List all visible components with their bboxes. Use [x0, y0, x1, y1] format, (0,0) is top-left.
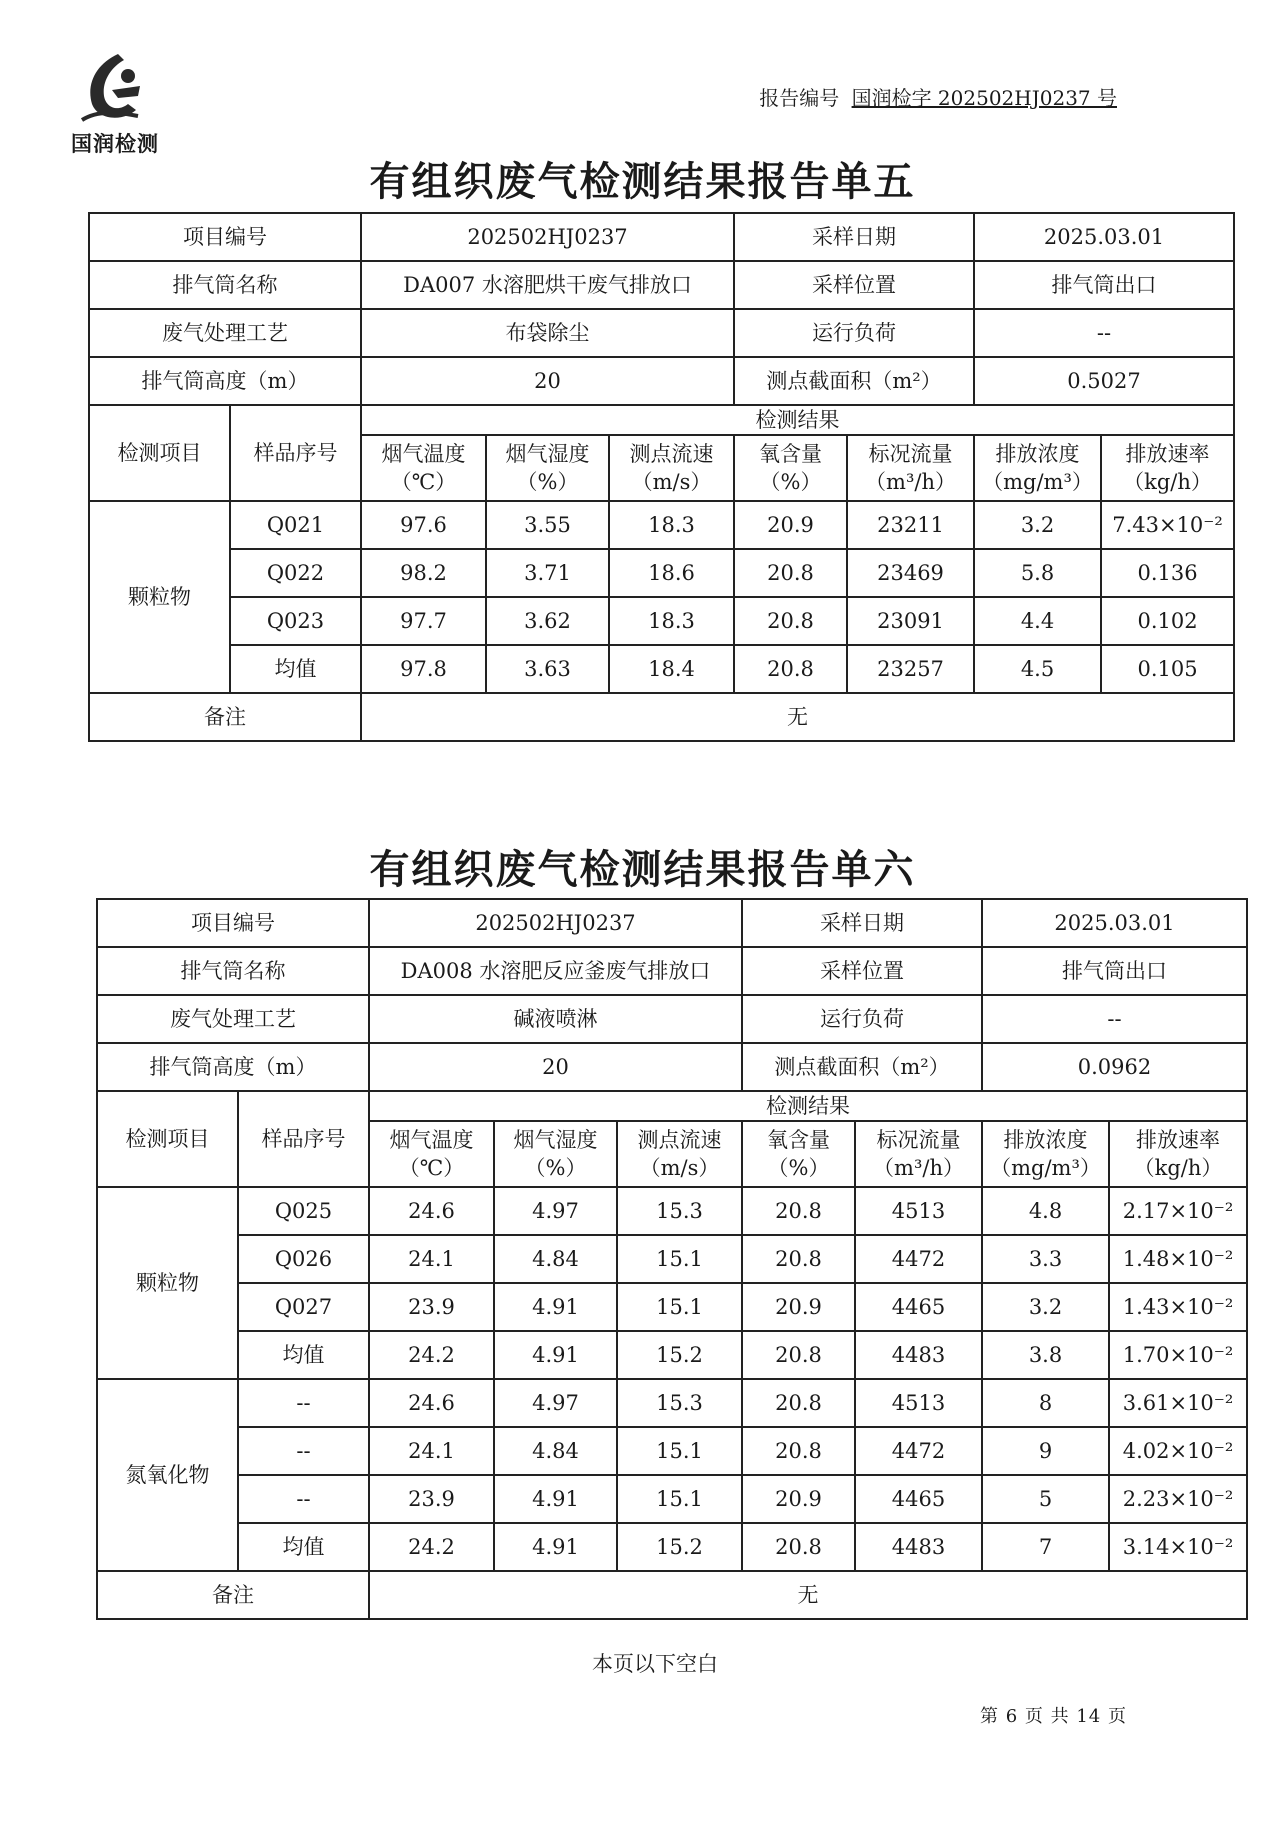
- column-header: [847, 435, 974, 501]
- info-row: [97, 947, 1247, 995]
- result-value: 18.6: [609, 549, 734, 597]
- result-value: 4513: [855, 1379, 982, 1427]
- column-unit: （%）: [759, 470, 822, 495]
- result-value: 20.8: [742, 1235, 855, 1283]
- result-value: 15.3: [617, 1379, 742, 1427]
- result-value: 20.8: [742, 1379, 855, 1427]
- column-name: 烟气湿度: [505, 442, 590, 466]
- column-name: 排放浓度: [1003, 1128, 1088, 1152]
- column-header: [1109, 1121, 1247, 1187]
- report6-table: [96, 898, 1248, 1620]
- result-value: 3.61×10⁻²: [1109, 1379, 1247, 1427]
- page-number: 第 6 页 共 14 页: [980, 1706, 1127, 1727]
- report5-table: [88, 212, 1235, 742]
- sample-number: Q026: [238, 1235, 369, 1283]
- operating-load-value: --: [974, 309, 1234, 357]
- test-item: 颗粒物: [97, 1187, 238, 1379]
- column-unit: （%）: [767, 1156, 830, 1181]
- result-value: 23469: [847, 549, 974, 597]
- result-value: 20.8: [734, 645, 847, 693]
- sample-no-header: 样品序号: [230, 405, 361, 501]
- table-row: [89, 501, 1234, 549]
- result-value: 24.1: [369, 1235, 494, 1283]
- column-name: 排放浓度: [995, 442, 1080, 466]
- table-row: [97, 1187, 1247, 1235]
- sample-date-value: 2025.03.01: [982, 899, 1247, 947]
- result-value: 2.17×10⁻²: [1109, 1187, 1247, 1235]
- result-value: 98.2: [361, 549, 486, 597]
- result-value: 18.3: [609, 501, 734, 549]
- stack-height-value: 20: [361, 357, 734, 405]
- result-value: 5.8: [974, 549, 1101, 597]
- info-row: [89, 309, 1234, 357]
- report5-body: [89, 213, 1234, 741]
- result-value: 15.2: [617, 1331, 742, 1379]
- result-value: 8: [982, 1379, 1109, 1427]
- info-row: [89, 261, 1234, 309]
- column-header: [486, 435, 609, 501]
- result-value: 20.8: [734, 597, 847, 645]
- column-name: 烟气湿度: [513, 1128, 598, 1152]
- result-value: 3.14×10⁻²: [1109, 1523, 1247, 1571]
- result-value: 23211: [847, 501, 974, 549]
- result-value: 4513: [855, 1187, 982, 1235]
- result-value: 4465: [855, 1283, 982, 1331]
- project-number-value: 202502HJ0237: [369, 899, 742, 947]
- sample-date-value: 2025.03.01: [974, 213, 1234, 261]
- column-unit: （℃）: [398, 1156, 465, 1181]
- section-area-value: 0.5027: [974, 357, 1234, 405]
- result-value: 15.2: [617, 1523, 742, 1571]
- sample-number: Q025: [238, 1187, 369, 1235]
- result-value: 3.62: [486, 597, 609, 645]
- result-value: 4.91: [494, 1523, 617, 1571]
- operating-load-label: 运行负荷: [734, 309, 974, 357]
- treatment-process-value: 布袋除尘: [361, 309, 734, 357]
- remark-value: 无: [369, 1571, 1247, 1619]
- blank-note: 本页以下空白: [592, 1652, 718, 1676]
- column-header: [494, 1121, 617, 1187]
- result-value: 20.8: [742, 1523, 855, 1571]
- project-number-label: 项目编号: [97, 899, 369, 947]
- result-value: 4.84: [494, 1235, 617, 1283]
- result-value: 23.9: [369, 1475, 494, 1523]
- stack-height-label: 排气筒高度（m）: [89, 357, 361, 405]
- column-name: 测点流速: [637, 1128, 722, 1152]
- stack-height-value: 20: [369, 1043, 742, 1091]
- section-area-label: 测点截面积（m²）: [734, 357, 974, 405]
- project-number-label: 项目编号: [89, 213, 361, 261]
- sample-number: Q027: [238, 1283, 369, 1331]
- project-number-value: 202502HJ0237: [361, 213, 734, 261]
- section-area-value: 0.0962: [982, 1043, 1247, 1091]
- column-unit: （kg/h）: [1123, 470, 1212, 495]
- column-name: 氧含量: [767, 1128, 831, 1152]
- column-name: 排放速率: [1136, 1128, 1221, 1152]
- report-number-value: 国润检字 202502HJ0237 号: [851, 86, 1117, 110]
- treatment-process-label: 废气处理工艺: [89, 309, 361, 357]
- result-value: 9: [982, 1427, 1109, 1475]
- info-row: [89, 357, 1234, 405]
- result-value: 97.7: [361, 597, 486, 645]
- header-row: [89, 405, 1234, 435]
- column-header: [617, 1121, 742, 1187]
- result-value: 0.105: [1101, 645, 1234, 693]
- sample-number: 均值: [230, 645, 361, 693]
- table-row: [97, 1283, 1247, 1331]
- column-unit: （%）: [524, 1156, 587, 1181]
- result-value: 15.1: [617, 1283, 742, 1331]
- result-value: 20.8: [734, 549, 847, 597]
- column-header: [734, 435, 847, 501]
- column-name: 测点流速: [629, 442, 714, 466]
- column-name: 标况流量: [868, 442, 953, 466]
- result-value: 3.71: [486, 549, 609, 597]
- test-item: 颗粒物: [89, 501, 230, 693]
- info-row: [97, 995, 1247, 1043]
- remark-row: [97, 1571, 1247, 1619]
- result-value: 4483: [855, 1331, 982, 1379]
- result-value: 20.9: [742, 1475, 855, 1523]
- result-value: 97.8: [361, 645, 486, 693]
- result-value: 20.9: [742, 1283, 855, 1331]
- result-value: 2.23×10⁻²: [1109, 1475, 1247, 1523]
- column-name: 烟气温度: [389, 1128, 474, 1152]
- remark-label: 备注: [97, 1571, 369, 1619]
- stack-name-value: DA007 水溶肥烘干废气排放口: [361, 261, 734, 309]
- result-value: 3.2: [974, 501, 1101, 549]
- item-header: 检测项目: [89, 405, 230, 501]
- sample-date-label: 采样日期: [734, 213, 974, 261]
- table-row: [97, 1523, 1247, 1571]
- result-value: 15.1: [617, 1235, 742, 1283]
- result-value: 4.84: [494, 1427, 617, 1475]
- result-value: 20.8: [742, 1187, 855, 1235]
- company-logo: [58, 50, 168, 155]
- table-row: [89, 549, 1234, 597]
- stack-name-value: DA008 水溶肥反应釜废气排放口: [369, 947, 742, 995]
- column-header: [974, 435, 1101, 501]
- operating-load-value: --: [982, 995, 1247, 1043]
- result-value: 7: [982, 1523, 1109, 1571]
- column-header: [742, 1121, 855, 1187]
- sample-location-value: 排气筒出口: [982, 947, 1247, 995]
- sample-no-header: 样品序号: [238, 1091, 369, 1187]
- column-unit: （℃）: [390, 470, 457, 495]
- result-value: 18.3: [609, 597, 734, 645]
- result-value: 0.102: [1101, 597, 1234, 645]
- result-value: 20.9: [734, 501, 847, 549]
- table-row: [97, 1331, 1247, 1379]
- result-value: 3.63: [486, 645, 609, 693]
- result-value: 3.3: [982, 1235, 1109, 1283]
- result-value: 23091: [847, 597, 974, 645]
- result-value: 24.2: [369, 1331, 494, 1379]
- column-name: 氧含量: [759, 442, 823, 466]
- sample-number: 均值: [238, 1331, 369, 1379]
- result-value: 1.70×10⁻²: [1109, 1331, 1247, 1379]
- column-name: 排放速率: [1125, 442, 1210, 466]
- result-value: 3.55: [486, 501, 609, 549]
- stack-height-label: 排气筒高度（m）: [97, 1043, 369, 1091]
- logo-text: 国润检测: [71, 132, 159, 156]
- sample-number: Q023: [230, 597, 361, 645]
- sample-number: 均值: [238, 1523, 369, 1571]
- result-value: 15.3: [617, 1187, 742, 1235]
- result-value: 4.97: [494, 1379, 617, 1427]
- sample-number: Q022: [230, 549, 361, 597]
- result-value: 97.6: [361, 501, 486, 549]
- sample-number: --: [238, 1475, 369, 1523]
- sample-number: --: [238, 1379, 369, 1427]
- report6-title: 有组织废气检测结果报告单六: [369, 847, 916, 893]
- stack-name-label: 排气筒名称: [97, 947, 369, 995]
- report5-title: 有组织废气检测结果报告单五: [369, 159, 916, 205]
- result-value: 4.91: [494, 1331, 617, 1379]
- result-value: 24.2: [369, 1523, 494, 1571]
- table-row: [97, 1235, 1247, 1283]
- report6-body: [97, 899, 1247, 1619]
- column-unit: （m/s）: [639, 1156, 720, 1181]
- result-value: 5: [982, 1475, 1109, 1523]
- result-value: 7.43×10⁻²: [1101, 501, 1234, 549]
- column-header: [1101, 435, 1234, 501]
- column-header: [609, 435, 734, 501]
- sample-number: --: [238, 1427, 369, 1475]
- section-area-label: 测点截面积（m²）: [742, 1043, 982, 1091]
- result-value: 20.8: [742, 1331, 855, 1379]
- item-header: 检测项目: [97, 1091, 238, 1187]
- remark-row: [89, 693, 1234, 741]
- result-value: 4472: [855, 1427, 982, 1475]
- result-value: 1.43×10⁻²: [1109, 1283, 1247, 1331]
- result-value: 4472: [855, 1235, 982, 1283]
- result-value: 4.97: [494, 1187, 617, 1235]
- header-row: [97, 1091, 1247, 1121]
- column-header: [369, 1121, 494, 1187]
- column-header: [855, 1121, 982, 1187]
- info-row: [89, 213, 1234, 261]
- sample-location-label: 采样位置: [734, 261, 974, 309]
- result-value: 15.1: [617, 1427, 742, 1475]
- result-value: 3.8: [982, 1331, 1109, 1379]
- result-value: 4.8: [982, 1187, 1109, 1235]
- sample-location-value: 排气筒出口: [974, 261, 1234, 309]
- report-number-label: 报告编号: [759, 86, 840, 110]
- result-value: 4.02×10⁻²: [1109, 1427, 1247, 1475]
- column-unit: （m/s）: [631, 470, 712, 495]
- logo-mark-icon: [78, 50, 150, 126]
- result-value: 4465: [855, 1475, 982, 1523]
- info-row: [97, 1043, 1247, 1091]
- remark-label: 备注: [89, 693, 361, 741]
- results-header: 检测结果: [369, 1091, 1247, 1121]
- treatment-process-value: 碱液喷淋: [369, 995, 742, 1043]
- result-value: 24.6: [369, 1187, 494, 1235]
- result-value: 3.2: [982, 1283, 1109, 1331]
- sample-location-label: 采样位置: [742, 947, 982, 995]
- remark-value: 无: [361, 693, 1234, 741]
- column-unit: （kg/h）: [1133, 1156, 1223, 1181]
- result-value: 15.1: [617, 1475, 742, 1523]
- treatment-process-label: 废气处理工艺: [97, 995, 369, 1043]
- column-header: [982, 1121, 1109, 1187]
- result-value: 0.136: [1101, 549, 1234, 597]
- result-value: 4483: [855, 1523, 982, 1571]
- result-value: 18.4: [609, 645, 734, 693]
- column-name: 烟气温度: [381, 442, 466, 466]
- column-unit: （m³/h）: [865, 470, 956, 495]
- table-row: [97, 1379, 1247, 1427]
- operating-load-label: 运行负荷: [742, 995, 982, 1043]
- result-value: 23257: [847, 645, 974, 693]
- column-name: 标况流量: [876, 1128, 961, 1152]
- table-row: [89, 597, 1234, 645]
- report-number: [759, 82, 1117, 111]
- table-row: [97, 1475, 1247, 1523]
- column-unit: （m³/h）: [873, 1156, 964, 1181]
- column-unit: （%）: [516, 470, 579, 495]
- sample-date-label: 采样日期: [742, 899, 982, 947]
- sample-number: Q021: [230, 501, 361, 549]
- results-header: 检测结果: [361, 405, 1234, 435]
- result-value: 24.1: [369, 1427, 494, 1475]
- result-value: 4.5: [974, 645, 1101, 693]
- result-value: 4.4: [974, 597, 1101, 645]
- column-header: [361, 435, 486, 501]
- info-row: [97, 899, 1247, 947]
- result-value: 24.6: [369, 1379, 494, 1427]
- result-value: 4.91: [494, 1475, 617, 1523]
- table-row: [89, 645, 1234, 693]
- result-value: 23.9: [369, 1283, 494, 1331]
- column-unit: （mg/m³）: [982, 470, 1093, 495]
- stack-name-label: 排气筒名称: [89, 261, 361, 309]
- result-value: 20.8: [742, 1427, 855, 1475]
- result-value: 4.91: [494, 1283, 617, 1331]
- column-unit: （mg/m³）: [990, 1156, 1101, 1181]
- table-row: [97, 1427, 1247, 1475]
- result-value: 1.48×10⁻²: [1109, 1235, 1247, 1283]
- test-item: 氮氧化物: [97, 1379, 238, 1571]
